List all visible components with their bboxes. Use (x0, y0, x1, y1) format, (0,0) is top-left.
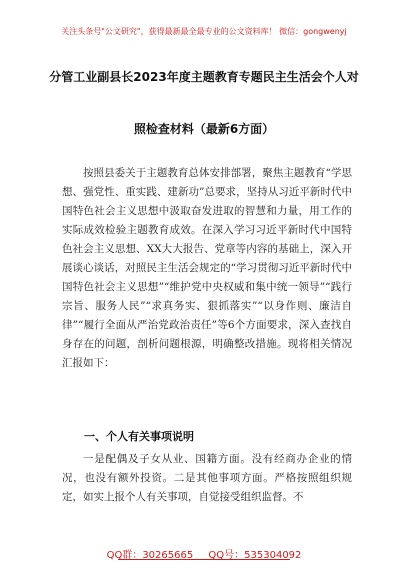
section1-paragraph: 一是配偶及子女从业、国籍方面。没有经商办企业的情况，也没有额外投资。二是其他事项方面。严格按照组织规定，如实上报个人有关事项，自觉接受组织监督。不 (62, 453, 352, 503)
intro-paragraph: 按照县委关于主题教育总体安排部署，聚焦主题教育“学思想、强党性、重实践、建新功”总要求，坚持从习近平新时代中国特色社会主义思想中汲取奋发进取的智慧和力量，用工作的实际成效检验主题教育成效。在深入学习习近平新时代中国特色社会主义思想、XX大大报告、党章等内容的基础上，深入开展谈心谈话，对照民主生活会规定的“学习贯彻习近平新时代中国特色社会主义思想”“维护党中央权威和集中统一领导”“践行宗旨、服务人民”“求真务实、狠抓落实”“以身作则、廉洁自律”“履行全面从严治党政治责任”等6个方面要求，深入查找自身存在的问题，剖析问题根源，明确整改措施。现将相关情况汇报如下： (62, 167, 352, 369)
header-banner: 关注头条号"公文研究"，获得最新最全最专业的公文资料库！ 微信：gongwenyj (61, 27, 347, 36)
section-heading-1: 一、个人有关事项说明 (84, 430, 194, 443)
footer-qq-group: QQ群：30265665 (106, 550, 194, 561)
document-title-line1: 分管工业副县长2023年度主题教育专题民主生活会个人对 (49, 70, 359, 84)
footer-qq-number: QQ号：535304092 (208, 550, 302, 561)
footer-underline (118, 559, 290, 560)
document-title-line2: 照检查材料（最新6方面） (133, 122, 275, 136)
